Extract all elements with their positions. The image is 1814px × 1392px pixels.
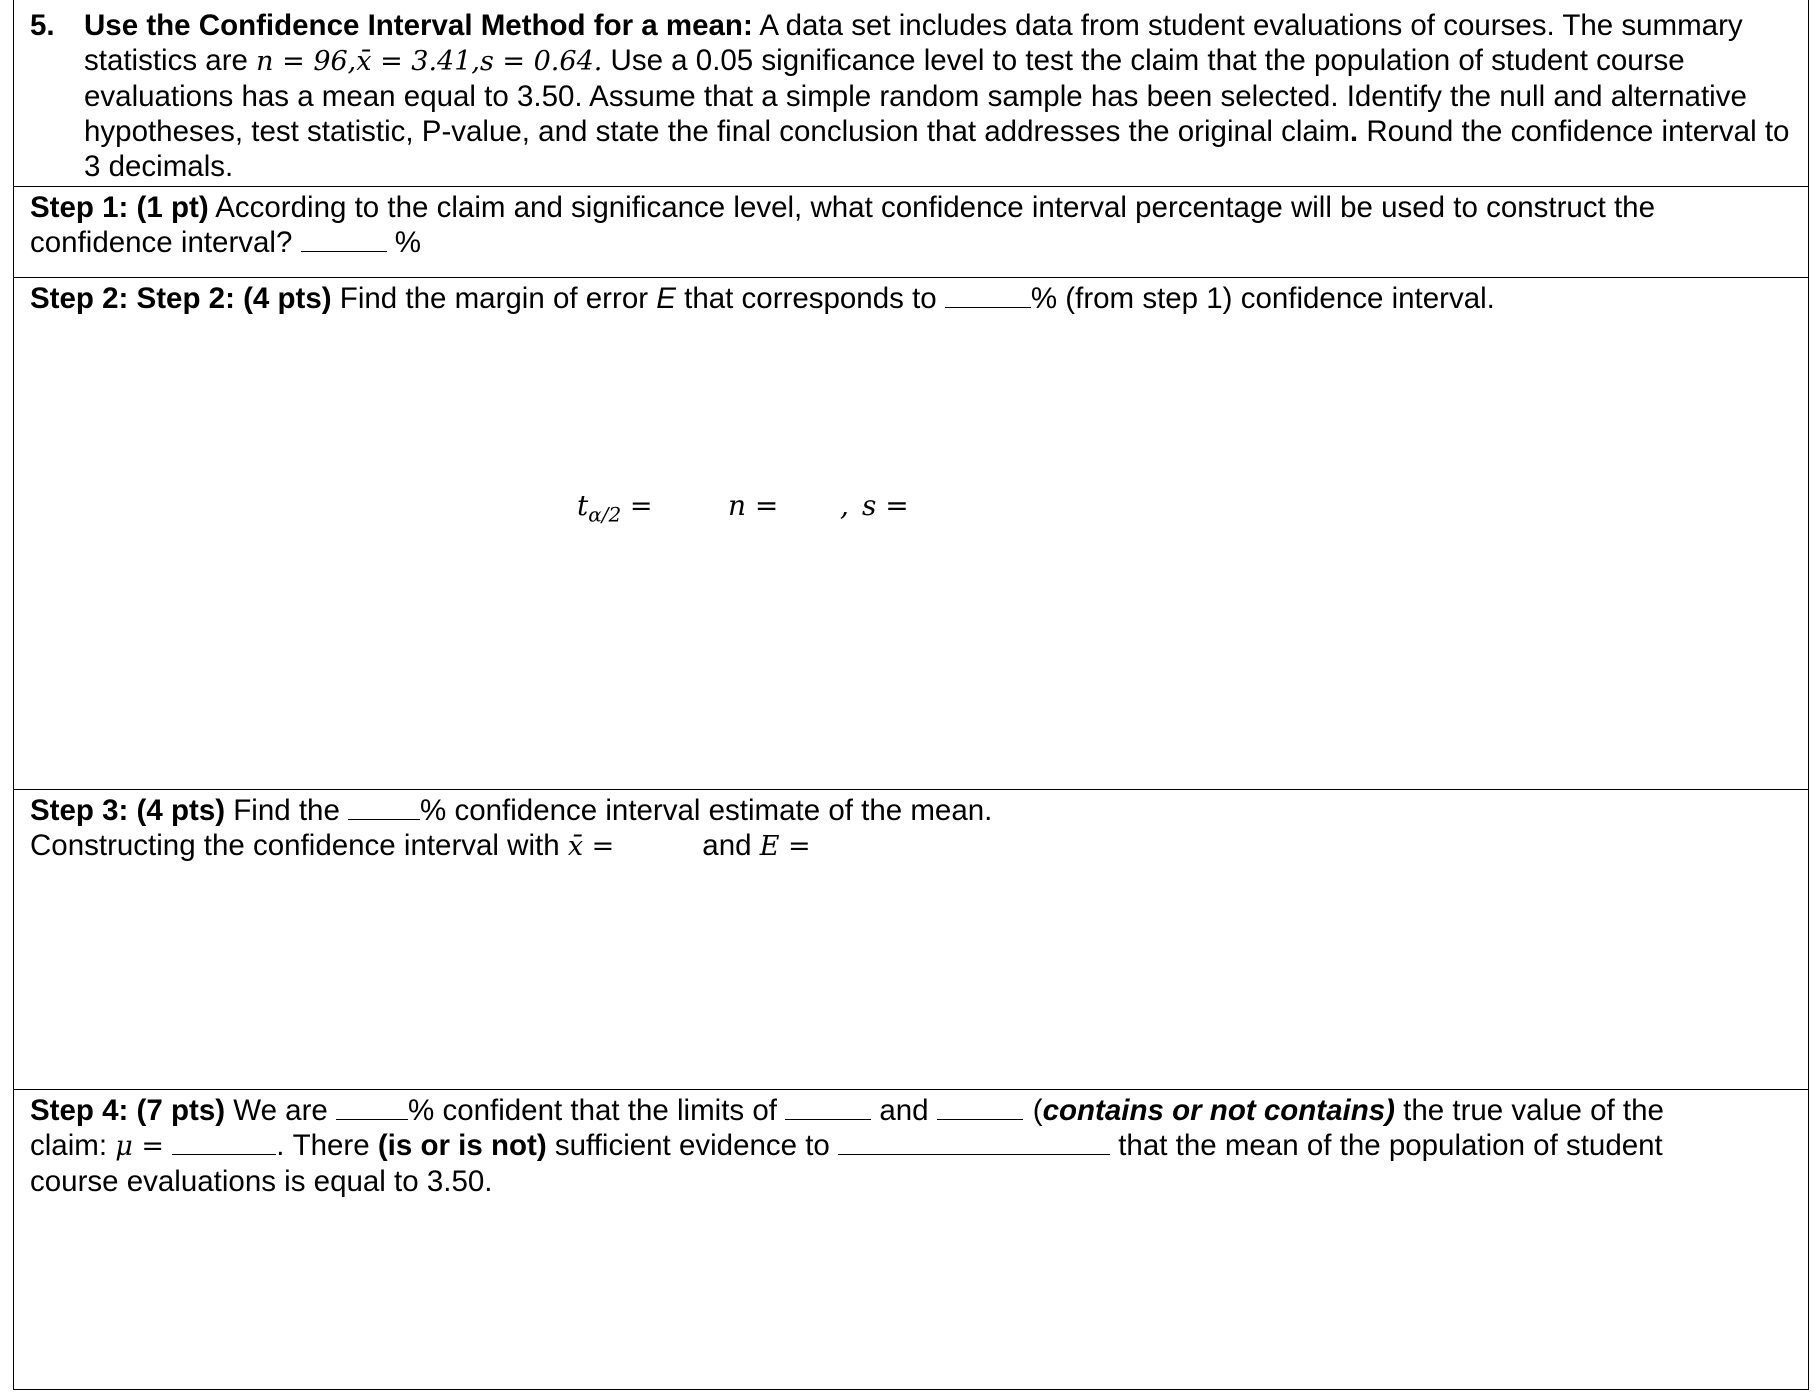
step2-blank[interactable]: [945, 281, 1031, 308]
step1-blank[interactable]: [301, 225, 387, 252]
stat-xbar: x̄ = 3.41,: [356, 46, 480, 77]
step4-blank-upper[interactable]: [937, 1093, 1023, 1120]
step3-row: [14, 789, 1808, 1089]
step1-text: Step 1: (1 pt) According to the claim and significance level, what confidence interval percentage will be used to construct the confidence interval? %: [30, 191, 1655, 259]
step1-label: Step 1: (1 pt): [30, 191, 209, 224]
step2-text: Step 2: Step 2: (4 pts) Find the margin of error E that corresponds to % (from step 1) confidence interval.: [30, 282, 1495, 315]
question-title: Use the Confidence Interval Method for a mean:: [84, 9, 753, 42]
t-critical-label: $t_{\alpha/2}$ =: [577, 489, 653, 527]
step2-row: [14, 277, 1808, 789]
step4-blank-action[interactable]: [838, 1128, 1110, 1155]
stat-n: n = 96,: [256, 46, 357, 77]
step2-label: Step 2: Step 2: (4 pts): [30, 282, 332, 315]
worksheet: [13, 0, 1809, 1390]
mu-label: μ =: [115, 1131, 164, 1162]
stat-s: s = 0.64.: [479, 46, 603, 77]
s-label: s =: [862, 489, 909, 522]
step3-text: Step 3: (4 pts) Find the % confidence interval estimate of the mean. Constructing the confidence interval with x̄ = and E =: [30, 794, 993, 862]
comma-separator: ,: [840, 489, 849, 522]
question-text: Use the Confidence Interval Method for a mean: A data set includes data from student evaluations of courses. The summary statistics are n = 96,x̄ = 3.41,s = 0.64. Use a 0.05 significance level to test the claim that the population of student course evaluations has a mean equal to 3.50. Assume that a simple random sample has been selected. Identify the null and alternative hypotheses, test statistic, P-value, and state the final conclusion that addresses the original claim. Round the confidence interval to 3 decimals.: [84, 9, 1790, 183]
question-row: [14, 0, 1808, 186]
step4-label: Step 4: (7 pts): [30, 1094, 226, 1127]
n-label: n =: [728, 489, 779, 522]
step3-blank[interactable]: [348, 793, 420, 820]
step4-row: [14, 1089, 1808, 1390]
step4-text: Step 4: (7 pts) We are % confident that the limits of and (contains or not contains) the true value of the claim: μ = . There (is or is not) sufficient evidence to that the mean of the population of student course evaluations is equal to 3.50.: [30, 1094, 1664, 1198]
E-label: E =: [759, 831, 811, 862]
question-number: 5.: [30, 9, 55, 42]
xbar-label: x̄ =: [567, 831, 615, 862]
step4-blank-lower[interactable]: [785, 1093, 871, 1120]
step1-row: [14, 186, 1808, 277]
step4-blank-percent[interactable]: [336, 1093, 408, 1120]
step4-blank-mu[interactable]: [172, 1128, 276, 1155]
step3-label: Step 3: (4 pts): [30, 794, 226, 827]
